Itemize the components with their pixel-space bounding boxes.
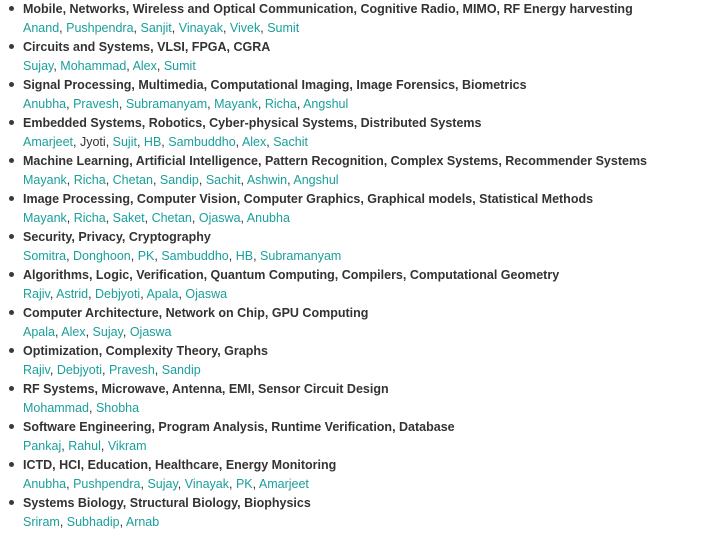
research-area-item [0, 114, 717, 152]
faculty-member-link[interactable]: Vinayak [184, 477, 229, 491]
comma-separator: , [240, 211, 247, 225]
faculty-member-link[interactable]: Angshul [293, 173, 339, 187]
faculty-member-list [23, 171, 717, 190]
faculty-member-link[interactable]: Pushpendra [73, 477, 141, 491]
research-area-title: ICTD, HCI, Education, Healthcare, Energy Monitoring [23, 458, 337, 472]
faculty-member-link[interactable]: Rahul [68, 439, 101, 453]
comma-separator: , [228, 249, 236, 263]
comma-separator: , [122, 325, 130, 339]
comma-separator: , [240, 173, 247, 187]
faculty-member-link: Jyoti [79, 135, 106, 149]
comma-separator: , [207, 97, 215, 111]
faculty-member-link[interactable]: Shobha [95, 401, 140, 415]
faculty-member-link[interactable]: Anubha [23, 97, 67, 111]
comma-separator: , [73, 135, 80, 149]
faculty-member-link[interactable]: Sandip [159, 173, 199, 187]
faculty-member-link[interactable]: Anand [23, 21, 60, 35]
faculty-member-list [23, 57, 717, 76]
bullet-icon [9, 44, 14, 49]
comma-separator: , [59, 515, 67, 529]
faculty-member-list [23, 399, 717, 418]
comma-separator: , [118, 97, 126, 111]
comma-separator: , [228, 477, 236, 491]
faculty-member-link[interactable]: Sujay [147, 477, 178, 491]
faculty-member-link[interactable]: Anubha [23, 477, 67, 491]
faculty-member-link[interactable]: Sachit [273, 135, 308, 149]
comma-separator: , [49, 287, 57, 301]
comma-separator: , [66, 173, 74, 187]
bullet-icon [9, 158, 14, 163]
comma-separator: , [257, 97, 265, 111]
research-area-title: Machine Learning, Artificial Intelligence, Pattern Recognition, Complex Systems, Recommender Systems [23, 154, 648, 168]
faculty-member-list [23, 209, 717, 228]
comma-separator: , [266, 135, 274, 149]
bullet-icon [9, 348, 14, 353]
comma-separator: , [152, 173, 160, 187]
faculty-member-list [23, 133, 717, 152]
faculty-member-link[interactable]: Ojaswa [198, 211, 241, 225]
research-area-title: Security, Privacy, Cryptography [23, 230, 211, 244]
faculty-member-link[interactable]: Chetan [112, 173, 153, 187]
bullet-icon [9, 272, 14, 277]
comma-separator: , [177, 477, 185, 491]
bullet-icon [9, 120, 14, 125]
comma-separator: , [260, 21, 268, 35]
comma-separator: , [191, 211, 199, 225]
faculty-member-link[interactable]: Sumit [267, 21, 300, 35]
faculty-member-link[interactable]: Richa [264, 97, 297, 111]
comma-separator: , [154, 249, 162, 263]
faculty-member-link[interactable]: Richa [73, 173, 106, 187]
comma-separator: , [130, 249, 138, 263]
bullet-icon [9, 500, 14, 505]
faculty-member-list [23, 437, 717, 456]
comma-separator: , [178, 287, 186, 301]
research-area-item [0, 304, 717, 342]
comma-separator: , [133, 21, 141, 35]
comma-separator: , [156, 59, 164, 73]
research-area-item [0, 76, 717, 114]
research-area-item [0, 190, 717, 228]
faculty-member-link[interactable]: Subramanyam [125, 97, 208, 111]
comma-separator: , [66, 97, 74, 111]
comma-separator: , [61, 439, 69, 453]
research-area-item [0, 228, 717, 266]
faculty-member-list [23, 19, 717, 38]
faculty-member-link[interactable]: Pushpendra [66, 21, 134, 35]
comma-separator: , [66, 211, 74, 225]
faculty-member-list [23, 285, 717, 304]
faculty-member-link[interactable]: Angshul [303, 97, 349, 111]
faculty-member-link[interactable]: Anubha [246, 211, 290, 225]
faculty-member-link[interactable]: Debjyoti [95, 287, 141, 301]
faculty-member-link[interactable]: Ashwin [246, 173, 288, 187]
faculty-member-link[interactable]: Subramanyam [260, 249, 342, 263]
faculty-member-list [23, 323, 717, 342]
faculty-member-link[interactable]: Sambuddho [161, 249, 229, 263]
research-area-title: Computer Architecture, Network on Chip, GPU Computing [23, 306, 369, 320]
research-area-item [0, 342, 717, 380]
research-area-title: Software Engineering, Program Analysis, Runtime Verification, Database [23, 420, 455, 434]
research-area-title: Image Processing, Computer Vision, Computer Graphics, Graphical models, Statistical Methods [23, 192, 594, 206]
comma-separator: , [105, 135, 113, 149]
bullet-icon [9, 82, 14, 87]
comma-separator: , [235, 135, 242, 149]
faculty-member-link[interactable]: Richa [73, 211, 106, 225]
faculty-member-link[interactable]: Alex [241, 135, 267, 149]
bullet-icon [9, 310, 14, 315]
faculty-member-link[interactable]: Mohammad [23, 401, 89, 415]
faculty-member-link[interactable]: Ojaswa [129, 325, 172, 339]
comma-separator: , [296, 97, 304, 111]
research-area-title: Mobile, Networks, Wireless and Optical Communication, Cognitive Radio, MIMO, RF Energy harvesting [23, 2, 633, 16]
bullet-icon [9, 6, 14, 11]
comma-separator: , [140, 477, 148, 491]
comma-separator: , [59, 21, 67, 35]
faculty-member-link[interactable]: Vikram [107, 439, 147, 453]
faculty-member-link[interactable]: Mohammad [60, 59, 127, 73]
comma-separator: , [140, 287, 147, 301]
comma-separator: , [144, 211, 152, 225]
research-area-title: RF Systems, Microwave, Antenna, EMI, Sensor Circuit Design [23, 382, 389, 396]
comma-separator: , [54, 325, 62, 339]
faculty-member-list [23, 475, 717, 494]
comma-separator: , [105, 173, 113, 187]
comma-separator: , [119, 515, 126, 529]
research-area-title: Embedded Systems, Robotics, Cyber-physical Systems, Distributed Systems [23, 116, 482, 130]
faculty-member-link[interactable]: Alex [132, 59, 157, 73]
comma-separator: , [287, 173, 294, 187]
faculty-member-link[interactable]: Ojaswa [185, 287, 228, 301]
bullet-icon [9, 462, 14, 467]
faculty-member-list [23, 95, 717, 114]
research-area-item [0, 0, 717, 38]
faculty-member-link[interactable]: Mayank [214, 97, 258, 111]
faculty-member-link[interactable]: Sumit [163, 59, 196, 73]
comma-separator: , [161, 135, 169, 149]
faculty-member-link[interactable]: Saket [112, 211, 145, 225]
comma-separator: , [198, 173, 206, 187]
faculty-member-link[interactable]: Sandip [161, 363, 201, 377]
faculty-member-link[interactable]: HB [235, 249, 254, 263]
research-area-item [0, 38, 717, 76]
faculty-member-link[interactable]: Sanjit [140, 21, 172, 35]
comma-separator: , [154, 363, 162, 377]
faculty-member-link[interactable]: PK [137, 249, 155, 263]
comma-separator: , [89, 401, 96, 415]
comma-separator: , [100, 439, 108, 453]
faculty-member-link[interactable]: Sambuddho [168, 135, 236, 149]
faculty-member-link[interactable]: Rajiv [23, 363, 50, 377]
faculty-member-link[interactable]: Mayank [23, 211, 67, 225]
faculty-member-list [23, 513, 717, 532]
comma-separator: , [171, 21, 179, 35]
research-area-title: Systems Biology, Structural Biology, Biophysics [23, 496, 311, 510]
comma-separator: , [85, 325, 93, 339]
faculty-member-link[interactable]: HB [143, 135, 162, 149]
faculty-member-link[interactable]: Apala [146, 287, 179, 301]
faculty-member-link[interactable]: Sujay [23, 59, 54, 73]
faculty-member-link[interactable]: Sujay [92, 325, 123, 339]
faculty-member-link[interactable]: Chetan [151, 211, 192, 225]
research-area-title: Circuits and Systems, VLSI, FPGA, CGRA [23, 40, 271, 54]
comma-separator: , [88, 287, 96, 301]
research-area-item [0, 266, 717, 304]
bullet-icon [9, 234, 14, 239]
faculty-member-link[interactable]: PK [235, 477, 253, 491]
research-area-item [0, 152, 717, 190]
faculty-member-link[interactable]: Rajiv [23, 287, 50, 301]
faculty-member-link[interactable]: Sujit [112, 135, 137, 149]
faculty-member-link[interactable]: Vivek [229, 21, 261, 35]
research-area-item [0, 380, 717, 418]
faculty-member-link[interactable]: Somitra [23, 249, 67, 263]
faculty-member-link[interactable]: Amarjeet [258, 477, 309, 491]
faculty-member-link[interactable]: Amarjeet [23, 135, 74, 149]
faculty-member-link[interactable]: Astrid [56, 287, 89, 301]
faculty-member-link[interactable]: Mayank [23, 173, 67, 187]
faculty-member-link[interactable]: Subhadip [66, 515, 120, 529]
bullet-icon [9, 386, 14, 391]
comma-separator: , [253, 249, 261, 263]
faculty-member-link[interactable]: Pankaj [23, 439, 62, 453]
comma-separator: , [66, 477, 74, 491]
comma-separator: , [66, 249, 74, 263]
research-area-item [0, 418, 717, 456]
faculty-member-link[interactable]: Alex [61, 325, 86, 339]
faculty-member-list [23, 361, 717, 380]
comma-separator: , [126, 59, 133, 73]
bullet-icon [9, 196, 14, 201]
research-area-title: Algorithms, Logic, Verification, Quantum Computing, Compilers, Computational Geometry [23, 268, 560, 282]
faculty-member-link[interactable]: Donghoon [73, 249, 131, 263]
comma-separator: , [49, 363, 57, 377]
research-area-item [0, 494, 717, 532]
faculty-member-link[interactable]: Debjyoti [56, 363, 102, 377]
comma-separator: , [136, 135, 144, 149]
faculty-member-list [23, 247, 717, 266]
comma-separator: , [252, 477, 259, 491]
comma-separator: , [222, 21, 230, 35]
comma-separator: , [53, 59, 61, 73]
faculty-member-link[interactable]: Arnab [125, 515, 160, 529]
research-area-title: Optimization, Complexity Theory, Graphs [23, 344, 268, 358]
bullet-icon [9, 424, 14, 429]
comma-separator: , [105, 211, 113, 225]
faculty-member-link[interactable]: Vinayak [178, 21, 223, 35]
comma-separator: , [101, 363, 109, 377]
faculty-member-link[interactable]: Pravesh [108, 363, 155, 377]
faculty-member-link[interactable]: Apala [23, 325, 55, 339]
faculty-member-link[interactable]: Sriram [23, 515, 60, 529]
faculty-member-link[interactable]: Pravesh [73, 97, 119, 111]
research-area-title: Signal Processing, Multimedia, Computational Imaging, Image Forensics, Biometrics [23, 78, 527, 92]
faculty-member-link[interactable]: Sachit [205, 173, 241, 187]
research-area-item [0, 456, 717, 494]
